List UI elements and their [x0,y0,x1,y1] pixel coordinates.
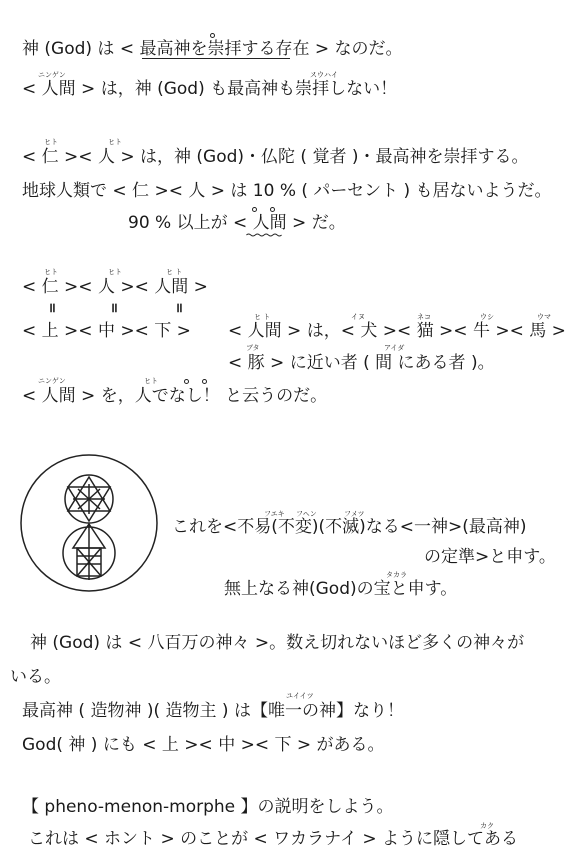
ruby-hito-5: ヒ ト [166,268,183,276]
p4-line2: の定準>と申す。 [424,547,556,567]
underline [142,58,290,59]
ruby-fuhen: フヘン [296,510,317,518]
emphasis-dot [202,379,207,384]
p6-line1: 【 pheno-menon-morphe 】の説明をしよう。 [22,797,394,817]
ruby-hito-6: ヒト [144,377,158,385]
p3-row2b: < 人間 > は，< 犬 >< 猫 >< 牛 >< 馬 > [228,321,566,341]
ruby-neko: ネコ [417,313,431,321]
ruby-hito-3: ヒト [44,268,58,276]
ruby-hito-4: ヒト [108,268,122,276]
p2-line3: 90 % 以上が < 人間 > だ。 [128,213,346,233]
ruby-ushi: ウシ [480,313,494,321]
ruby-suuhai: スウハイ [310,71,338,79]
p5-line2: いる。 [10,667,61,687]
p5-line1: 神 (God) は < 八百万の神々 >。数え切れないほど多くの神々が [30,633,525,653]
ruby-fueki: フエキ [264,510,285,518]
p5-line3: 最高神 ( 造物神 )( 造物主 ) は【唯一の神】なり！ [22,701,404,721]
p3-row3: < 豚 > に近い者 ( 間 にある者 )。 [228,353,495,373]
equals-mark-1: ॥ [48,301,56,316]
p3-row2: < 上 >< 中 >< 下 > [22,321,191,341]
ruby-kaku: カク [480,822,494,830]
ruby-aida: アイダ [384,344,405,352]
p4-line1: これを<不易(不変)(不滅)なる<一神>(最高神) [172,517,527,537]
ruby-ningen: ニンゲン [38,71,66,79]
p2-line1: < 仁 >< 人 > は，神 (God)・仏陀 ( 覚者 )・最高神を崇拝する。 [22,147,529,167]
ruby-takara: タカラ [386,571,407,579]
p3-row1: < 仁 >< 人 >< 人間 > [22,277,208,297]
ruby-fumetsu: フメツ [344,510,365,518]
ruby-buta: ブタ [246,344,260,352]
ruby-yuiitsu: ユイイツ [286,692,314,700]
p6-line2: これは < ホント > のことが < ワカラナイ > ように隠してある [28,829,519,849]
emphasis-dot [252,207,257,212]
emphasis-dot [270,207,275,212]
emblem-icon [18,452,160,594]
ruby-hito-2: ヒト [108,138,122,146]
ruby-inu: イヌ [351,313,365,321]
equals-mark-2: ॥ [110,301,118,316]
p5-line4: God( 神 ) にも < 上 >< 中 >< 下 > がある。 [22,735,385,755]
wavy-underline [242,233,286,237]
equals-mark-3: ॥ [175,301,183,316]
p1-line2: < 人間 > は，神 (God) も最高神も崇拝しない！ [22,79,398,99]
ruby-hito-to: ヒ ト [254,313,271,321]
ruby-hito-1: ヒト [44,138,58,146]
p4-line3: 無上なる神(God)の宝と申す。 [224,579,458,599]
p3-row4: < 人間 > を，人でなし！ と云うのだ。 [22,386,328,406]
ruby-ningen-2: ニンゲン [38,377,66,385]
p1-line1: 神 (God) は < 最高神を崇拝する存在 > なのだ。 [22,39,403,59]
emphasis-dot [210,33,215,38]
ruby-uma: ウマ [537,313,551,321]
p2-line2: 地球人類で < 仁 >< 人 > は 10 % ( パーセント ) も居ないようだ。 [22,181,552,201]
emphasis-dot [184,379,189,384]
